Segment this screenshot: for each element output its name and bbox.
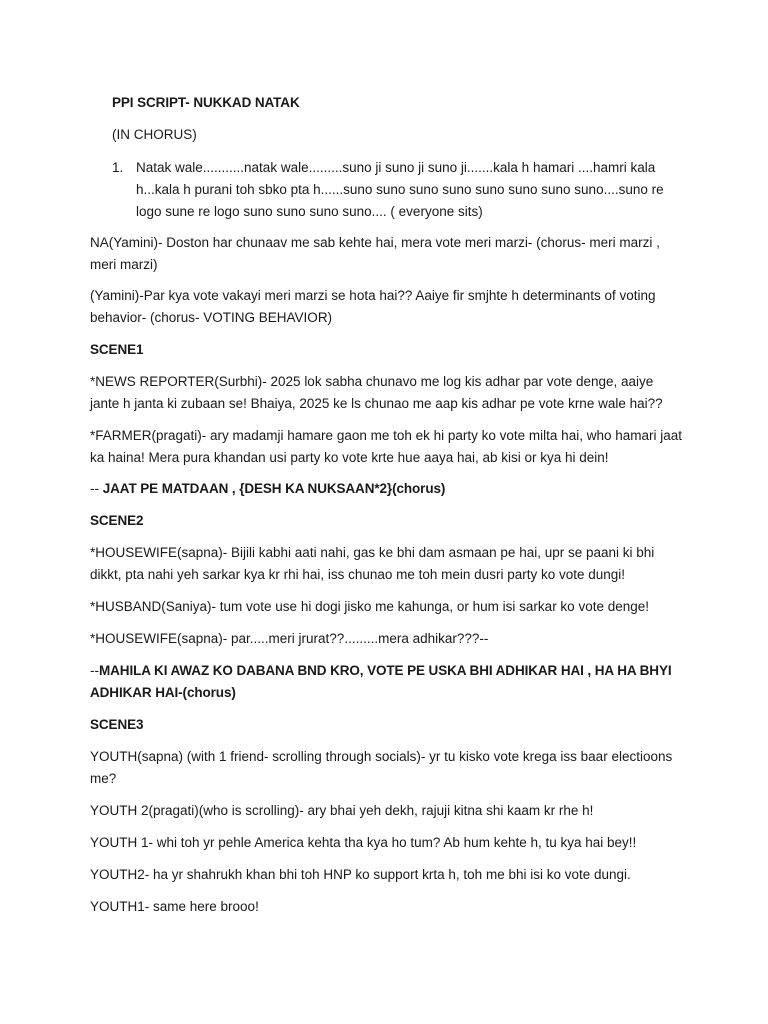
list-item-text: Natak wale...........natak wale.........suno ji suno ji suno ji.......kala h hamari ....hamri kala h...kala h purani toh sbko pta h......suno suno suno suno suno suno suno suno....suno re logo sune re logo suno suno suno suno.... ( everyone sits) — [136, 160, 664, 219]
narrator-line: (Yamini)-Par kya vote vakayi meri marzi se hota hai?? Aaiye fir smjhte h determinants of voting behavior- (chorus- VOTING BEHAVIOR) — [90, 288, 656, 325]
chorus-text: MAHILA KI AWAZ KO DABANA BND KRO, VOTE PE USKA BHI ADHIKAR HAI , HA HA BHYI ADHIKAR HAI-(chorus) — [90, 663, 672, 700]
stage-direction: (IN CHORUS) — [112, 127, 197, 142]
dialogue-line: *HOUSEWIFE(sapna)- Bijili kabhi aati nahi, gas ke bhi dam asmaan pe hai, upr se paani ki bhi dikkt, pta nahi yeh sarkar kya kr rhi hai, iss chunao me toh mein dusri party ko vote dungi! — [90, 545, 655, 582]
chorus-prefix: -- — [90, 481, 103, 496]
dialogue-line: YOUTH 1- whi toh yr pehle America kehta tha kya ho tum? Ab hum kehte h, tu kya hai bey!! — [90, 835, 637, 850]
narrator-line: NA(Yamini)- Doston har chunaav me sab kehte hai, mera vote meri marzi- (chorus- meri marzi , meri marzi) — [90, 235, 660, 272]
chorus-text: JAAT PE MATDAAN , {DESH KA NUKSAAN*2}(chorus) — [102, 481, 446, 496]
scene-heading: SCENE2 — [90, 513, 144, 528]
dialogue-line: YOUTH 2(pragati)(who is scrolling)- ary bhai yeh dekh, rajuji kitna shi kaam kr rhe h! — [90, 803, 594, 818]
scene-heading: SCENE1 — [90, 342, 144, 357]
dialogue-line: *HOUSEWIFE(sapna)- par.....meri jrurat??.........mera adhikar???-- — [90, 631, 489, 646]
scene-heading: SCENE3 — [90, 717, 144, 732]
document-title: PPI SCRIPT- NUKKAD NATAK — [112, 95, 300, 110]
dialogue-line: *FARMER(pragati)- ary madamji hamare gaon me toh ek hi party ko vote milta hai, who hamari jaat ka haina! Mera pura khandan usi party ko vote krte hue aaya hai, ab kisi or kya hi dein! — [90, 428, 682, 465]
chorus-prefix: -- — [90, 663, 99, 678]
dialogue-line: YOUTH1- same here brooo! — [90, 899, 259, 914]
chorus-line — [90, 660, 685, 704]
dialogue-line: *HUSBAND(Saniya)- tum vote use hi dogi jisko me kahunga, or hum isi sarkar ko vote denge! — [90, 599, 650, 614]
list-number: 1. — [112, 160, 124, 175]
dialogue-line: YOUTH2- ha yr shahrukh khan bhi toh HNP ko support krta h, toh me bhi isi ko vote dungi. — [90, 867, 631, 882]
dialogue-line: YOUTH(sapna) (with 1 friend- scrolling through socials)- yr tu kisko vote krega iss baar electioons me? — [90, 749, 673, 786]
chorus-line — [90, 478, 685, 500]
dialogue-line: *NEWS REPORTER(Surbhi)- 2025 lok sabha chunavo me log kis adhar par vote denge, aaiye jante h janta ki zubaan se! Bhaiya, 2025 ke ls chunao me aap kis adhar pe vote krne wale hai?? — [90, 374, 663, 411]
